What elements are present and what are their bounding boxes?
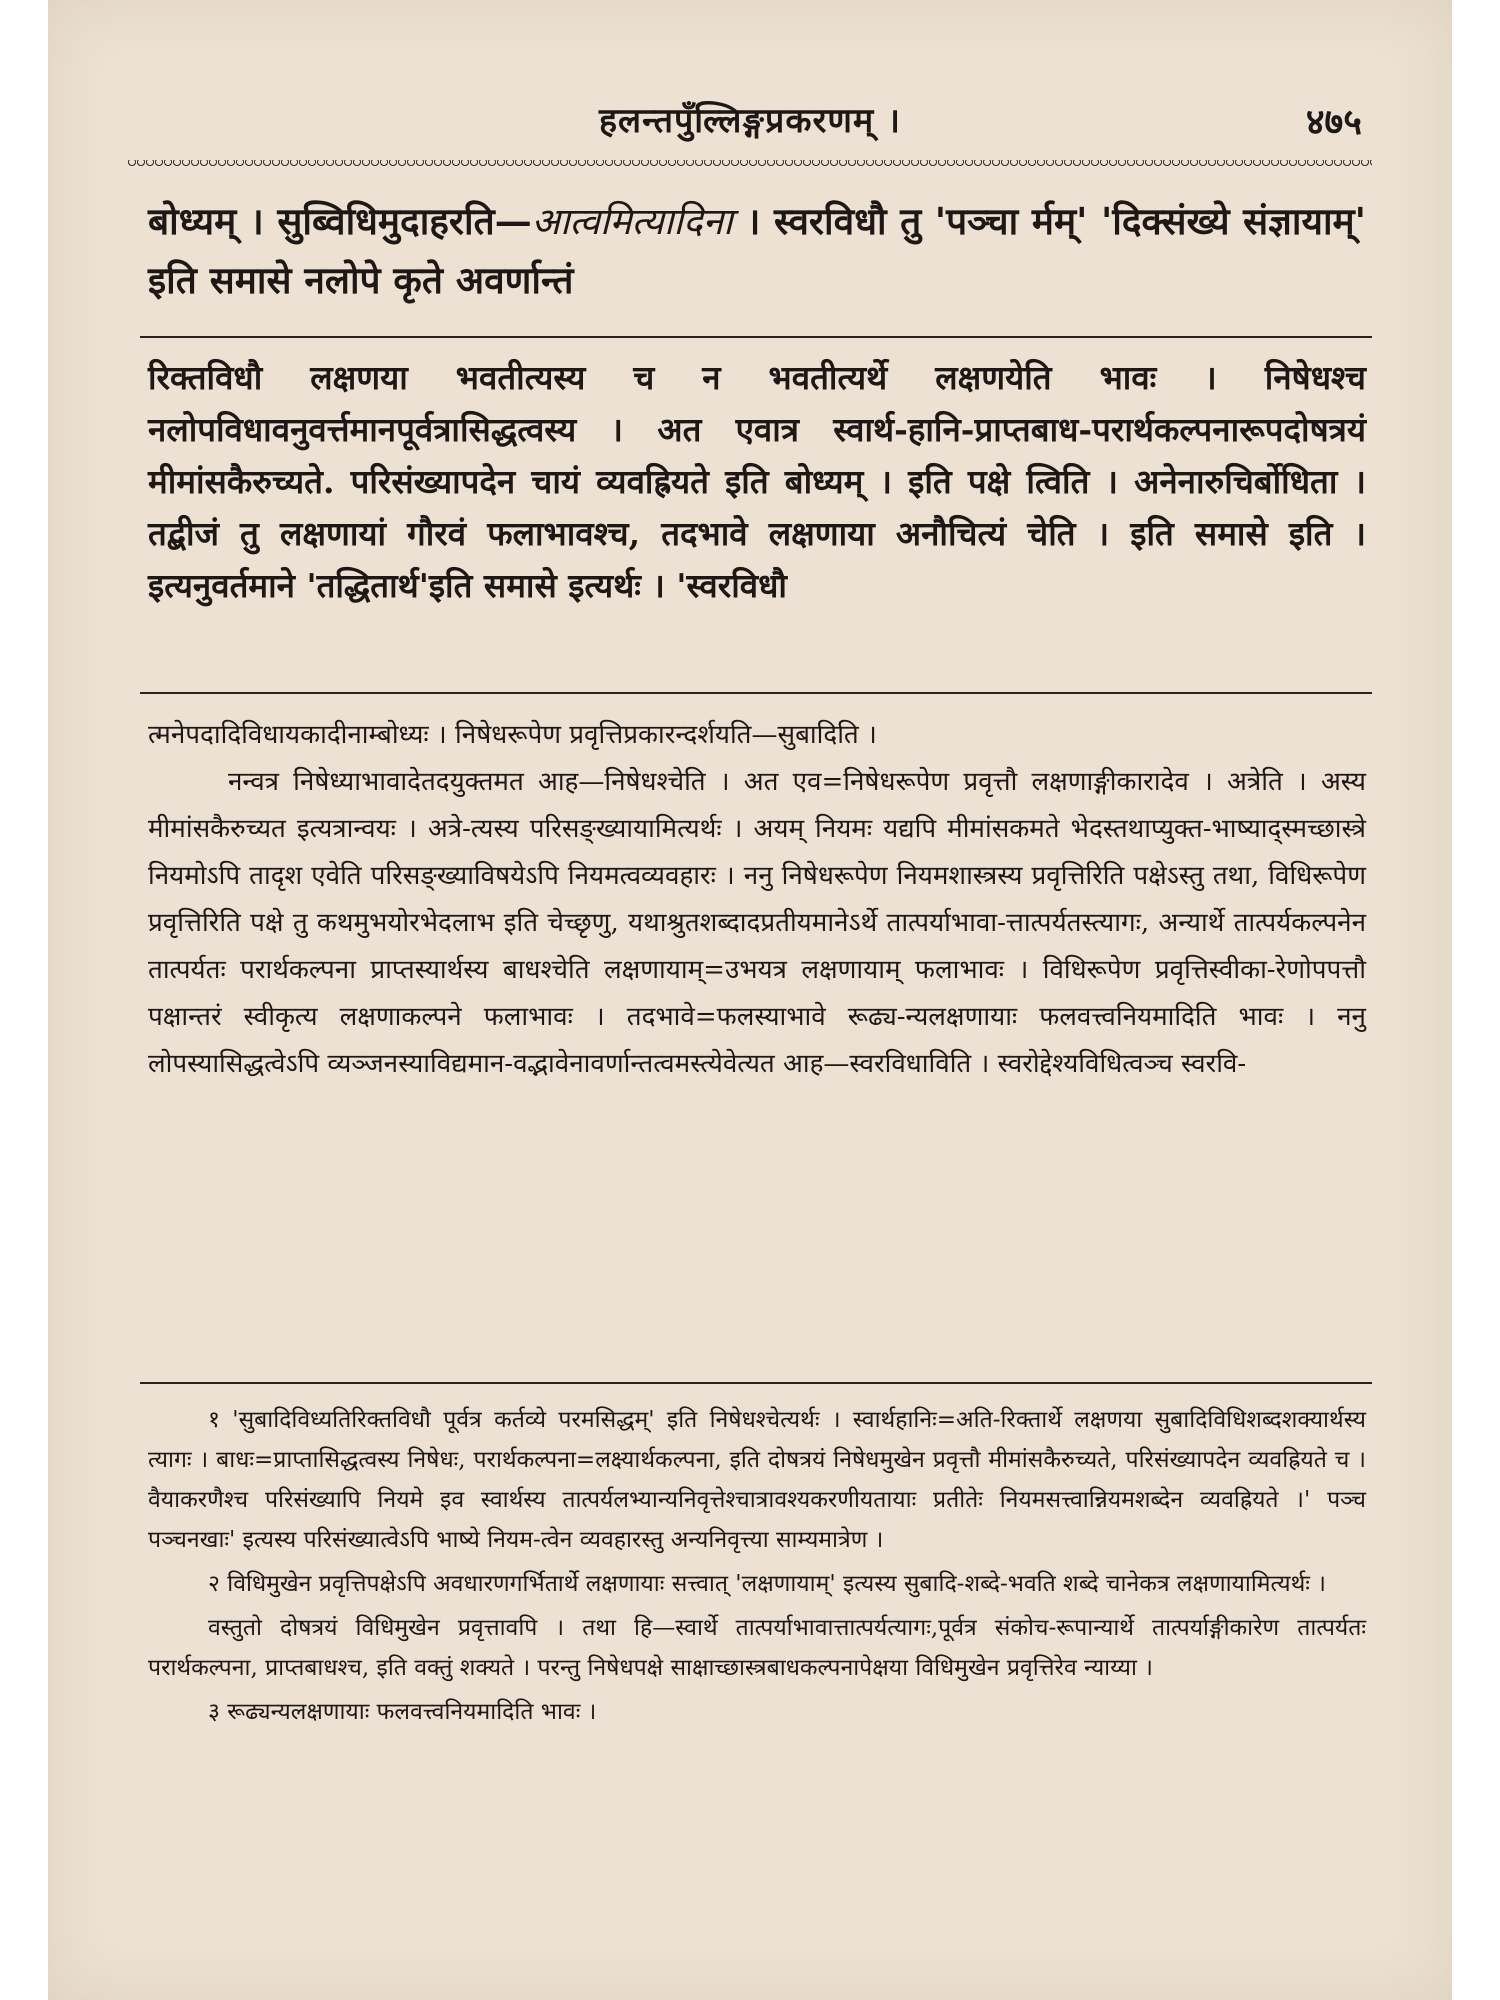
footnote-2-continued: वस्तुतो दोषत्रयं विधिमुखेन प्रवृत्तावपि । तथा हि—स्वार्थे तात्पर्याभावात्तात्पर्यत्यागः,पूर्वत्र संकोच-रूपान्यार्थे तात्पर्याङ्गीकारेण तात्पर्यतः परार्थकल्पना, प्राप्तबाधश्च, इति वक्तुं शक्यते । परन्तु निषेधपक्षे साक्षाच्छास्त्रबाधकल्पनापेक्षया विधिमुखेन प्रवृत्तिरेव न्याय्या । [148, 1615, 1366, 1681]
running-head: हलन्तपुँल्लिङ्गप्रकरणम् । [599, 101, 901, 141]
main-paragraph [148, 192, 1366, 309]
main-part3: । स्वरविधौ तु 'पञ्चा र्मम्' 'दिक्संख्ये संज्ञायाम्' इति समासे नलोपे कृते अवर्णान्तं [148, 199, 1366, 302]
commentary-two [148, 712, 1366, 1088]
footnote-1: १ 'सुबादिविध्यतिरिक्तविधौ पूर्वत्र कर्तव्ये परमसिद्धम्' इति निषेधश्चेत्यर्थः । स्वार्थहानिः=अति-रिक्तार्थे लक्षणया सुबादिविधिशब्दशक्यार्थस्य त्यागः । बाधः=प्राप्तासिद्धत्वस्य निषेधः, परार्थकल्पना=लक्ष्यार्थकल्पना, इति दोषत्रयं निषेधमुखेन प्रवृत्तौ मीमांसकैरुच्यते, परिसंख्यापदेन व्यवह्रियते च । वैयाकरणैश्च परिसंख्यापि नियमे इव स्वार्थस्य तात्पर्यलभ्यान्यनिवृत्तेश्चात्रावश्यकरणीयतायाः प्रतीतेः नियमसत्त्वान्नियमशब्देन व्यवह्रियते ।' पञ्च पञ्चनखाः' इत्यस्य परिसंख्यात्वेऽपि भाष्ये नियम-त्वेन व्यवहारस्तु अन्यनिवृत्त्या साम्यमात्रेण । [148, 1407, 1366, 1553]
footnote-3: ३ रूढ्यन्यलक्षणायाः फलवत्त्वनियमादिति भावः । [208, 1699, 597, 1725]
commentary-two-para1: त्मनेपदादिविधायकादीनाम्बोध्यः । निषेधरूपेण प्रवृत्तिप्रकारन्दर्शयति—सुबादिति । [148, 720, 877, 750]
commentary-two-para2: नन्वत्र निषेध्याभावादेतदयुक्तमत आह—निषेधश्चेति । अत एव=निषेधरूपेण प्रवृत्तौ लक्षणाङ्गीकारादेव । अत्रेति । अस्य मीमांसकैरुच्यत इत्यत्रान्वयः । अत्रे-त्यस्य परिसङ्ख्यायामित्यर्थः । अयम् नियमः यद्यपि मीमांसकमते भेदस्तथाप्युक्त-भाष्याद्स्मच्छास्त्रे नियमोऽपि तादृश एवेति परिसङ्ख्याविषयेऽपि नियमत्वव्यवहारः । ननु निषेधरूपेण नियमशास्त्रस्य प्रवृत्तिरिति पक्षेऽस्तु तथा, विधिरूपेण प्रवृत्तिरिति पक्षे तु कथमुभयोरभेदलाभ इति चेच्छृणु, यथाश्रुतशब्दादप्रतीयमानेऽर्थे तात्पर्याभावा-त्तात्पर्यतस्त्यागः, अन्यार्थे तात्पर्यकल्पनेन तात्पर्यतः परार्थकल्पना प्राप्तस्यार्थस्य बाधश्चेति लक्षणायाम्=उभयत्र लक्षणायाम् फलाभावः । विधिरूपेण प्रवृत्तिस्वीका-रेणोपपत्तौ पक्षान्तरं स्वीकृत्य लक्षणाकल्पने फलाभावः । तदभावे=फलस्याभावे रूढ्य-न्यलक्षणायाः फलवत्त्वनियमादिति भावः । ननु लोपस्यासिद्धत्वेऽपि व्यञ्जनस्याविद्यमान-वद्भावेनावर्णान्तत्वमस्त्येवेत्यत आह—स्वरविधाविति । स्वरोद्देश्यविधित्वञ्च स्वरवि- [148, 767, 1366, 1079]
book-page [48, 0, 1452, 2000]
footnotes [148, 1400, 1366, 1736]
commentary-one [148, 352, 1366, 612]
main-part1: बोध्यम् । सुब्विधिमुदाहरति— [148, 199, 532, 243]
page-number: ४७५ [1305, 101, 1362, 143]
footnote-2: २ विधिमुखेन प्रवृत्तिपक्षेऽपि अवधारणगर्भितार्थे लक्षणायाः सत्त्वात् 'लक्षणायाम्' इत्यस्य सुबादि-शब्दे-भवति शब्दे चानेकत्र लक्षणायामित्यर्थः । [208, 1571, 1326, 1597]
page-header [128, 96, 1372, 156]
divider-rule [140, 692, 1372, 694]
divider-rule [140, 336, 1372, 338]
main-part2-italic: आत्वमित्यादिना [531, 200, 733, 243]
footnote-rule [140, 1382, 1372, 1384]
commentary-one-paragraph: रिक्तविधौ लक्षणया भवतीत्यस्य च न भवतीत्यर्थे लक्षणयेति भावः । निषेधश्च नलोपविधावनुवर्त्तमानपूर्वत्रासिद्धत्वस्य । अत एवात्र स्वार्थ-हानि-प्राप्तबाध-परार्थकल्पनारूपदोषत्रयं मीमांसकैरुच्यते. परिसंख्यापदेन चायं व्यवह्रियते इति बोध्यम् । इति पक्षे त्विति । अनेनारुचिर्बोधिता । तद्बीजं तु लक्षणायां गौरवं फलाभावश्च, तदभावे लक्षणाया अनौचित्यं चेति । इति समासे इति । इत्यनुवर्तमाने 'तद्धितार्थ'इति समासे इत्यर्थः । 'स्वरविधौ [148, 358, 1366, 605]
wavy-divider [128, 160, 1372, 174]
main-text [148, 192, 1366, 309]
